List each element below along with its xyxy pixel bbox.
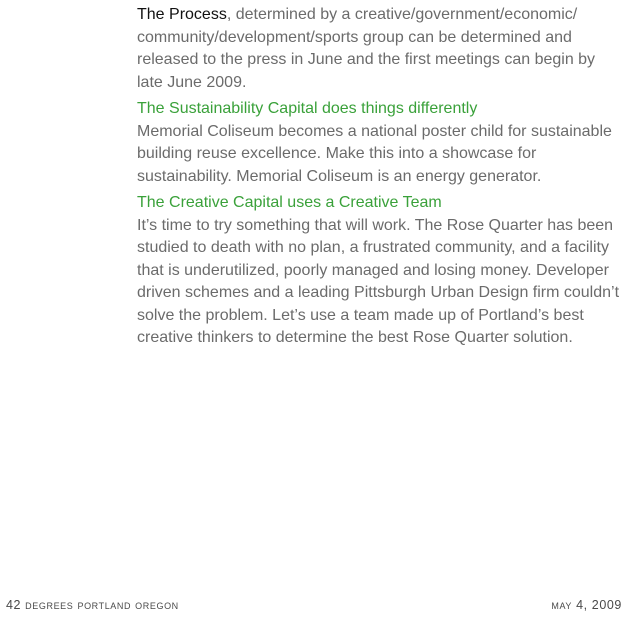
process-paragraph bbox=[137, 4, 621, 94]
main-content bbox=[137, 4, 621, 354]
footer-date: may 4, 2009 bbox=[551, 598, 622, 612]
section-heading: The Sustainability Capital does things differently bbox=[137, 100, 478, 117]
footer-publication: 42 degrees portland oregon bbox=[6, 598, 179, 612]
section-sustainability bbox=[137, 98, 621, 188]
section-body: Memorial Coliseum becomes a national poster child for sustainable building reuse excellence. Make this into a showcase for sustainability. Memorial Coliseum is an energy generator. bbox=[137, 122, 612, 185]
section-heading: The Creative Capital uses a Creative Team bbox=[137, 194, 442, 211]
section-body: It’s time to try something that will work. The Rose Quarter has been studied to death with no plan, a frustrated community, and a facility that is underutilized, poorly managed and losing money. Developer driven schemes and a leading Pittsburgh Urban Design firm couldn’t solve the problem. Let’s use a team made up of Portland’s best creative thinkers to determine the best Rose Quarter solution. bbox=[137, 216, 620, 346]
section-creative-team bbox=[137, 192, 621, 350]
process-lead: The Process bbox=[137, 6, 227, 23]
process-text: , determined by a creative/government/economic/ community/development/sports group can be determined and released to the press in June and the first meetings can begin by late June 2009. bbox=[137, 6, 596, 91]
